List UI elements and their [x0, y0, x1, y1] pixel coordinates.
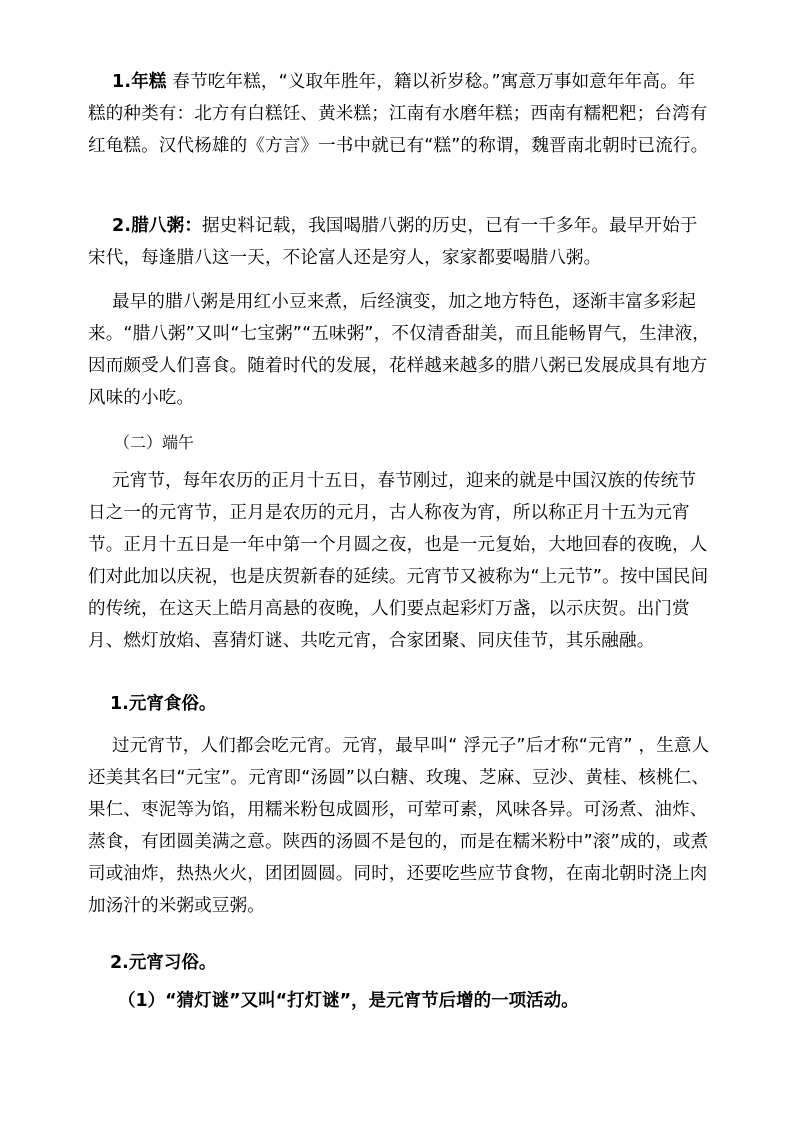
food-customs-paragraph: 过元宵节，人们都会吃元宵。元宵，最早叫“ 浮元子”后才称“元宵” ，生意人还美其名曰“元宝”。元宵即“汤圆”以白糖、玫瑰、芝麻、豆沙、黄桂、核桃仁、果仁、枣泥等为馅，用糯米粉包成圆形，可荤可素，风味各异。可汤煮、油炸、蒸食，有团圆美满之意。陕西的汤圆不是包的，而是在糯米粉中”滚”成的，或煮司或油炸，热热火火，团团圆圆。同时，还要吃些应节食物，在南北朝时浇上肉加汤汁的米粥或豆粥。 — [88, 736, 710, 916]
customs-item-1: （1）“猜灯谜”又叫“打灯谜”，是元宵节后增的一项活动。 — [118, 991, 579, 1011]
nian-gao-paragraph — [88, 66, 713, 162]
la-ba-zhou-paragraph-2: 最早的腊八粥是用红小豆来煮，后经演变，加之地方特色，逐渐丰富多彩起来。“腊八粥”又叫“七宝粥”“五味粥”，不仅清香甜美，而且能畅胃气，生津液，因而颇受人们喜食。随着时代的发展，花样越来越多的腊八粥已发展成具有地方风味的小吃。 — [88, 292, 710, 408]
nian-gao-body: 春节吃年糕，“义取年胜年，籍以祈岁稔。”寓意万事如意年年高。年糕的种类有：北方有白糕饪、黄米糕；江南有水磨年糕；西南有糯粑粑；台湾有红龟糕。汉代杨雄的《方言》一书中就已有“糕”的称谓，魏晋南北朝时已流行。 — [88, 72, 709, 156]
yuanxiao-intro-paragraph: 元宵节，每年农历的正月十五日，春节刚过，迎来的就是中国汉族的传统节日之一的元宵节，正月是农历的元月，古人称夜为宵，所以称正月十五为元宵节。正月十五日是一年中第一个月圆之夜，也是一元复始，大地回春的夜晚，人们对此加以庆祝，也是庆贺新春的延续。元宵节又被称为“上元节”。按中国民间的传统，在这天上皓月高悬的夜晚，人们要点起彩灯万盏，以示庆贺。出门赏月、燃灯放焰、喜猜灯谜、共吃元宵，合家团聚、同庆佳节，其乐融融。 — [88, 471, 709, 651]
la-ba-zhou-paragraph — [88, 210, 713, 274]
nian-gao-title: 1.年糕 — [112, 72, 167, 92]
la-ba-zhou-title: 2.腊八粥： — [112, 216, 203, 236]
customs-heading: 2.元宵习俗。 — [110, 953, 217, 973]
la-ba-zhou-body: 据史料记载，我国喝腊八粥的历史，已有一千多年。最早开始于宋代，每逢腊八这一天，不论富人还是穷人，家家都要喝腊八粥。 — [88, 216, 698, 268]
food-customs-heading: 1.元宵食俗。 — [110, 694, 217, 714]
section-heading-duanwu: （二）端午 — [114, 433, 195, 452]
